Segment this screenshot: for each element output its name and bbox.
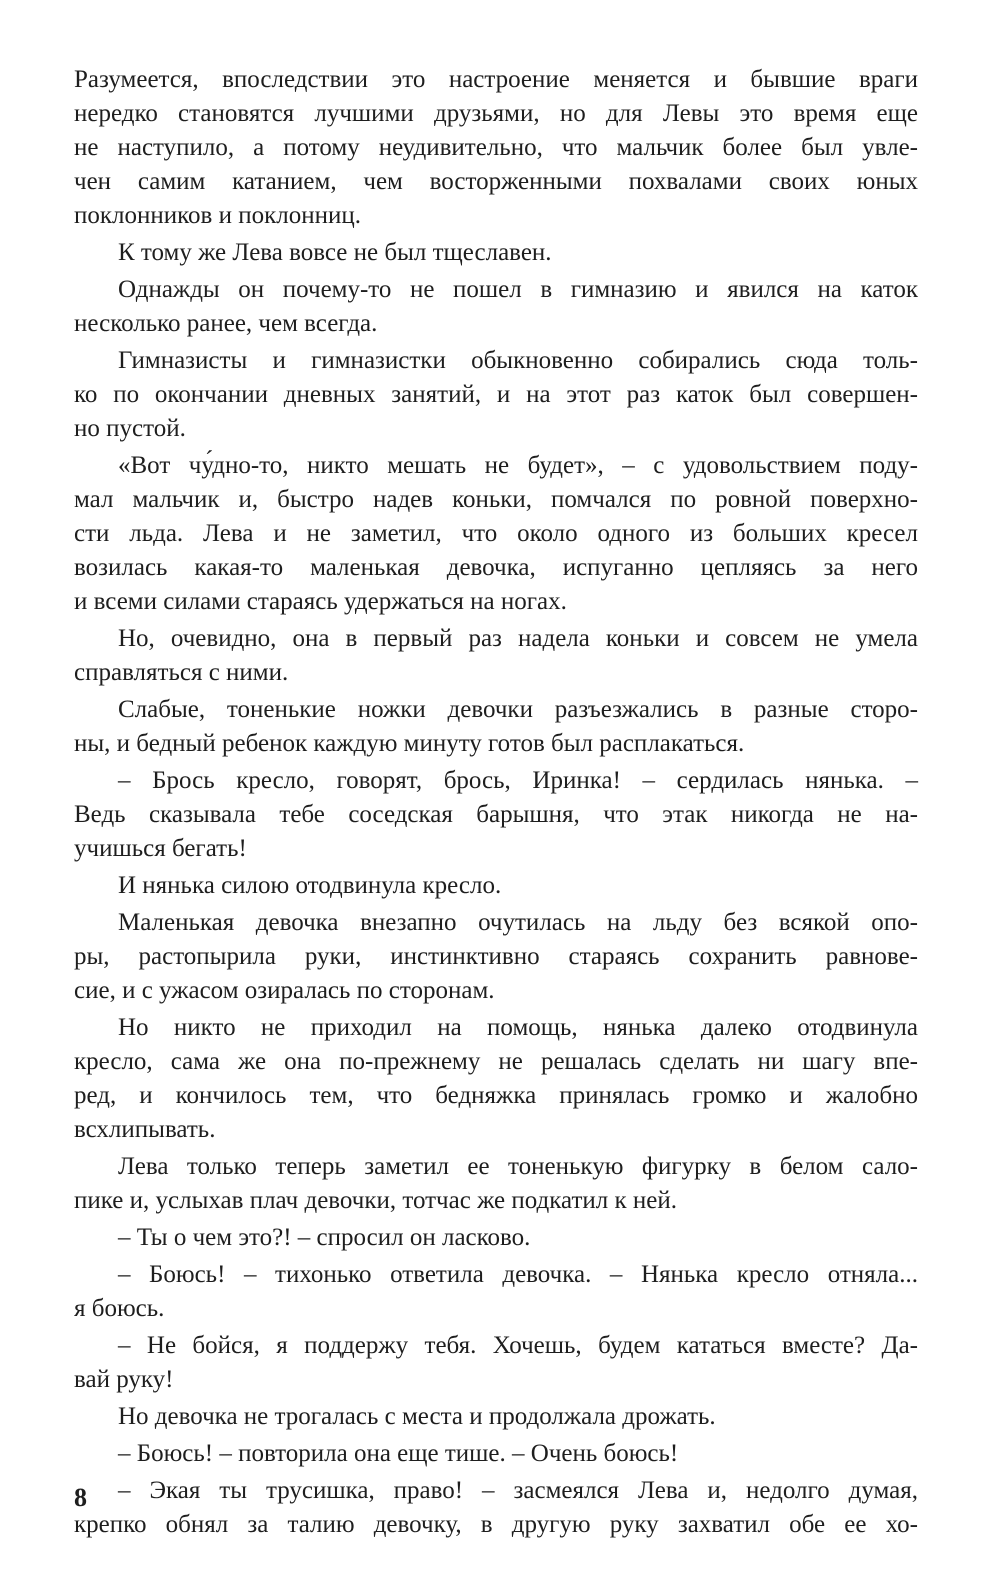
text-line: – Боюсь! – тихонько ответила девочка. – Нянька кресло отняла... <box>118 1261 918 1288</box>
text-line: – Ты о чем это?! – спросил он ласково. <box>118 1224 531 1251</box>
text-line: ны, и бедный ребенок каждую минуту готов был расплакаться. <box>74 730 745 757</box>
text-line: и всеми силами стараясь удержаться на ногах. <box>74 588 567 615</box>
text-line: я боюсь. <box>74 1295 165 1322</box>
text-line: чен самим катанием, чем восторженными похвалами своих юных <box>74 168 918 195</box>
text-line: – Экая ты трусишка, право! – засмеялся Лева и, недолго думая, <box>118 1477 918 1504</box>
text-line: учишься бегать! <box>74 835 247 862</box>
text-line: мал мальчик и, быстро надев коньки, помчался по ровной поверхно- <box>74 486 918 513</box>
text-line: Лева только теперь заметил ее тоненькую фигурку в белом сало- <box>118 1153 918 1180</box>
text-line: – Не бойся, я поддержу тебя. Хочешь, будем кататься вместе? Да- <box>118 1332 918 1359</box>
text-line: – Боюсь! – повторила она еще тише. – Очень боюсь! <box>118 1440 679 1467</box>
text-line: пике и, услыхав плач девочки, тотчас же подкатил к ней. <box>74 1187 677 1214</box>
text-line: возилась какая-то маленькая девочка, испуганно цепляясь за него <box>74 554 918 581</box>
text-line: ры, растопырила руки, инстинктивно стараясь сохранить равнове- <box>74 943 918 970</box>
text-line: ред, и кончилось тем, что бедняжка принялась громко и жалобно <box>74 1082 918 1109</box>
page-text <box>74 63 918 1542</box>
text-line: – Брось кресло, говорят, брось, Иринка! – сердилась нянька. – <box>118 767 918 794</box>
text-line: сие, и с ужасом озиралась по сторонам. <box>74 977 495 1004</box>
text-line: Слабые, тоненькие ножки девочки разъезжались в разные сторо- <box>118 696 918 723</box>
text-line: кресло, сама же она по-прежнему не решалась сделать ни шагу впе- <box>74 1048 918 1075</box>
text-line: Но, очевидно, она в первый раз надела коньки и совсем не умела <box>118 625 918 652</box>
text-line: всхлипывать. <box>74 1116 216 1143</box>
text-line: Но никто не приходил на помощь, нянька далеко отодвинула <box>118 1014 918 1041</box>
text-line: Разумеется, впоследствии это настроение меняется и бывшие враги <box>74 66 918 93</box>
text-line: несколько ранее, чем всегда. <box>74 310 378 337</box>
text-line: «Вот чу́дно-то, никто мешать не будет», – с удовольствием поду- <box>118 452 918 479</box>
text-line: Но девочка не трогалась с места и продолжала дрожать. <box>118 1403 716 1430</box>
text-line: крепко обнял за талию девочку, в другую руку захватил обе ее хо- <box>74 1511 918 1538</box>
text-line: справляться с ними. <box>74 659 289 686</box>
text-line: К тому же Лева вовсе не был тщеславен. <box>118 239 552 266</box>
page-number: 8 <box>74 1483 87 1512</box>
text-line: Гимназисты и гимназистки обыкновенно собирались сюда толь- <box>118 347 918 374</box>
text-line: Ведь сказывала тебе соседская барышня, что этак никогда не на- <box>74 801 918 828</box>
text-line: вай руку! <box>74 1366 174 1393</box>
text-line: нередко становятся лучшими друзьями, но для Левы это время еще <box>74 100 918 127</box>
text-line: не наступило, а потому неудивительно, что мальчик более был увле- <box>74 134 918 161</box>
text-line: ко по окончании дневных занятий, и на этот раз каток был совершен- <box>74 381 918 408</box>
text-line: поклонников и поклонниц. <box>74 202 361 229</box>
text-line: но пустой. <box>74 415 186 442</box>
text-line: Маленькая девочка внезапно очутилась на льду без всякой опо- <box>118 909 918 936</box>
text-line: Однажды он почему-то не пошел в гимназию и явился на каток <box>118 276 918 303</box>
text-line: сти льда. Лева и не заметил, что около одного из больших кресел <box>74 520 918 547</box>
text-line: И нянька силою отодвинула кресло. <box>118 872 502 899</box>
